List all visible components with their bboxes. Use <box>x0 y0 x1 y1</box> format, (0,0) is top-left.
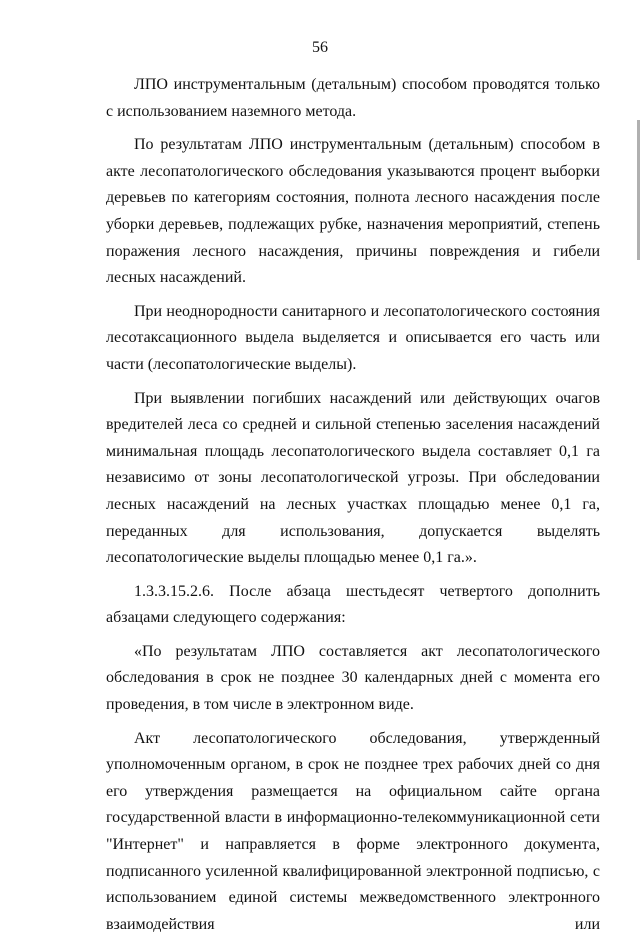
paragraph-2: По результатам ЛПО инструментальным (детальным) способом в акте лесопатологического обследования указываются процент выборки деревьев по категориям состояния, полнота лесного насаждения после уборки деревьев, подлежащих рубке, назначения мероприятий, степень поражения лесного насаждения, причины повреждения и гибели лесных насаждений. <box>106 136 600 287</box>
paragraph-7: Акт лесопатологического обследования, утвержденный уполномоченным органом, в срок не позднее трех рабочих дней со дня его утверждения размещается на официальном сайте органа государственной власти в информационно-телекоммуникационной сети "Интернет" и направляется в форме электронного документа, подписанного усиленной квалифицированной электронной подписью, с использованием единой системы межведомственного электронного взаимодействия или <box>106 729 600 933</box>
paragraph-5: 1.3.3.15.2.6. После абзаца шестьдесят четвертого дополнить абзацами следующего содержания: <box>106 582 600 627</box>
paragraph-1: ЛПО инструментальным (детальным) способом проводятся только с использованием наземного метода. <box>106 76 600 120</box>
document-body <box>106 72 600 938</box>
paragraph-4: При выявлении погибших насаждений или действующих очагов вредителей леса со средней и сильной степенью заселения насаждений минимальная площадь лесопатологического выдела составляет 0,1 га независимо от зоны лесопатологической угрозы. При обследовании лесных насаждений на лесных участках площадью менее 0,1 га, переданных для использования, допускается выделять лесопатологические выделы площадью менее 0,1 га.». <box>106 389 600 567</box>
page-number: 56 <box>312 39 328 56</box>
paragraph-3: При неоднородности санитарного и лесопатологического состояния лесотаксационного выдела выделяется и описывается его часть или части (лесопатологические выделы). <box>106 302 600 373</box>
paragraph-6: «По результатам ЛПО составляется акт лесопатологического обследования в срок не позднее 30 календарных дней с момента его проведения, в том числе в электронном виде. <box>106 642 600 714</box>
